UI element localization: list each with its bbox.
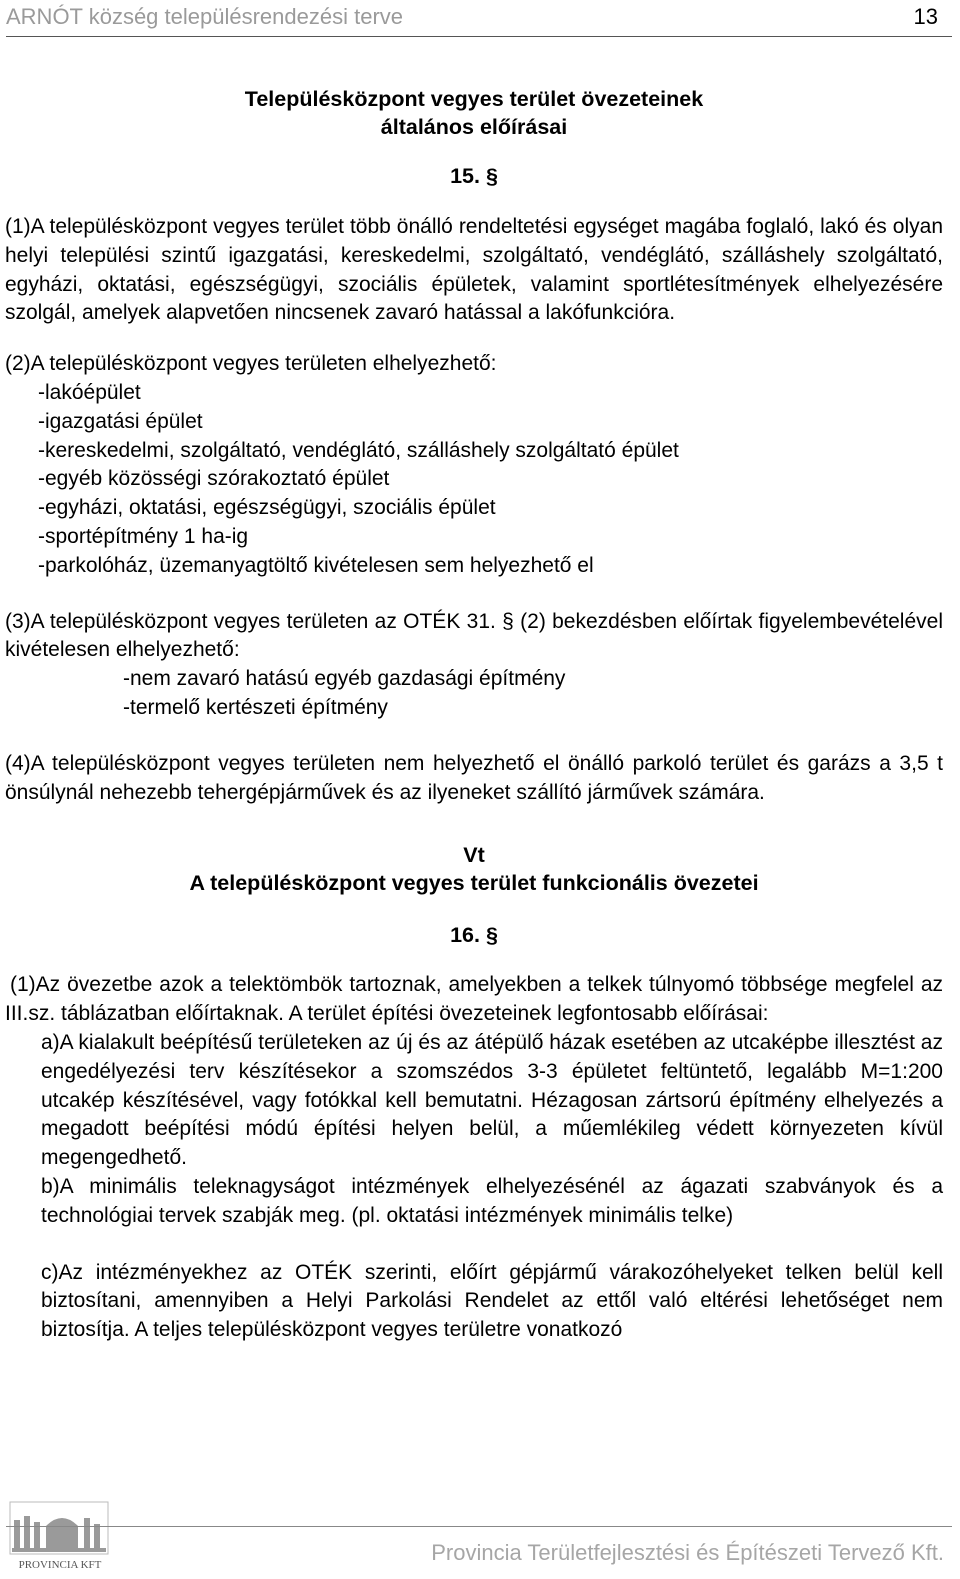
svg-text:PROVINCIA KFT: PROVINCIA KFT	[18, 1559, 102, 1571]
list-item: -termelő kertészeti építmény	[123, 695, 388, 719]
list-item: -sportépítmény 1 ha-ig	[38, 524, 249, 548]
section15-title-line1: Településközpont vegyes terület övezeteinek	[244, 87, 704, 111]
footer-rule	[6, 1526, 952, 1527]
list-item: -lakóépület	[38, 380, 141, 404]
section16-number: 16. §	[450, 923, 498, 948]
section15-paragraph1: (1)A településközpont vegyes terület több önálló rendeltetési egységet magába foglaló, lakó és olyan helyi települési szintű igazgatási, kereskedelmi, szolgáltató, vendéglátó, szálláshely szolgáltató, egyházi, oktatási, egészségügyi, szociális épületek, valamint sportlétesítmények elhelyezésére szolgál, amelyek alapvetően nincsenek zavaró hatással a lakófunkcióra.	[5, 215, 943, 325]
section15-paragraph2-list	[5, 379, 943, 581]
section15-paragraph2-intro: (2)A településközpont vegyes területen elhelyezhető:	[5, 352, 497, 376]
section16-code: Vt	[463, 843, 485, 868]
list-item: -parkolóház, üzemanyagtöltő kivételesen sem helyezhető el	[38, 553, 594, 577]
section15-paragraph3-intro: (3)A településközpont vegyes területen az OTÉK 31. § (2) bekezdésben előírtak figyelembevételével kivételesen elhelyezhető:	[5, 609, 943, 662]
list-item: -egyéb közösségi szórakoztató épület	[38, 467, 390, 491]
list-item: -nem zavaró hatású egyéb gazdasági építmény	[123, 667, 566, 691]
page-header	[6, 0, 952, 37]
section16-paragraph1: (1)Az övezetbe azok a telektömbök tartoznak, amelyekben a telkek túlnyomó többsége megfelel az III.sz. táblázatban előírtaknak. A terület építési övezeteinek legfontosabb előírásai:	[5, 973, 943, 1026]
provincia-logo	[4, 1496, 116, 1574]
section15-title-line2: általános előírásai	[380, 115, 568, 139]
page-footer	[0, 1496, 960, 1576]
section15-paragraph4: (4)A településközpont vegyes területen nem helyezhető el önálló parkoló terület és garázs a 3,5 t önsúlynál nehezebb tehergépjárművek és az ilyeneket szállító járművek számára.	[5, 751, 943, 804]
list-item: -kereskedelmi, szolgáltató, vendéglátó, szálláshely szolgáltató épület	[38, 438, 679, 462]
section16-item-b: b)A minimális teleknagyságot intézmények elhelyezésénél az ágazati szabványok és a technológiai tervek szabják meg. (pl. oktatási intézmények minimális telke)	[41, 1174, 943, 1227]
footer-company: Provincia Területfejlesztési és Építészeti Tervező Kft.	[431, 1540, 944, 1565]
page-number: 13	[913, 4, 938, 29]
page-content	[5, 85, 943, 1345]
section16-item-a: a)A kialakult beépítésű területeken az új és az átépülő házak esetében az utcaképbe illesztést az engedélyezési terv készítésekor a szomszédos 3-3 épületet feltüntető, legalább M=1:200 utcakép készítésével, vagy fotókkal kell bemutatni. Hézagosan zártsorú építmény elhelyezés a megadott beépítési módú építési helyen belül, a műemlékileg védett környezeten kívül megengedhető.	[41, 1030, 943, 1170]
section16-title: A településközpont vegyes terület funkcionális övezetei	[189, 871, 759, 896]
document-title: ARNÓT község településrendezési terve	[6, 4, 404, 29]
section15-paragraph3-list	[5, 665, 943, 723]
list-item: -igazgatási épület	[38, 409, 203, 433]
list-item: -egyházi, oktatási, egészségügyi, szociális épület	[38, 496, 496, 520]
section15-number: 15. §	[450, 164, 498, 188]
section16-item-c: c)Az intézményekhez az OTÉK szerinti, előírt gépjármű várakozóhelyeket telken belül kell biztosítani, amennyiben a Helyi Parkolási Rendelet az ettől való eltérési lehetőséget nem biztosítja. A teljes településközpont vegyes területre vonatkozó	[41, 1260, 943, 1342]
